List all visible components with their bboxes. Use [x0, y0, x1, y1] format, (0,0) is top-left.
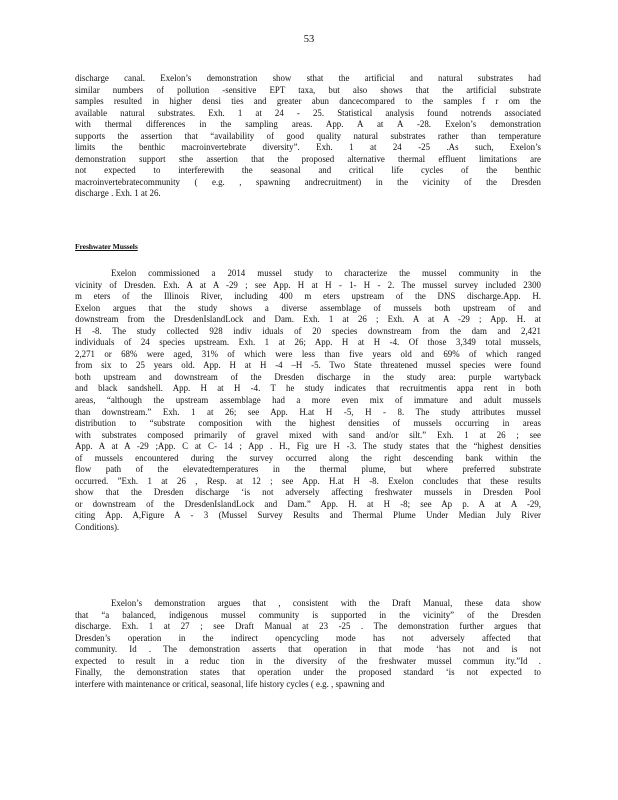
text-line: both upstream and downstream of the Dresden discharge in the study area: purple wartyback [75, 371, 541, 382]
text-line: samples resulted in higher densi ties and greater abun dancecompared to the samples f r om the [75, 96, 541, 107]
text-line: supports the assertion that “availability of good quality natural substrates rather than temperature [75, 130, 541, 141]
text-line: macroinvertebratecommunity ( e.g. , spawning andrecruitment) in the vicinity of the Dresden [75, 176, 541, 187]
paragraph-mussel-study [75, 268, 541, 534]
text-line: Exelon’s demonstration argues that , consistent with the Draft Manual, these data show [111, 598, 541, 608]
text-line: from six to 25 years old. App. H at H -4 –H -5. Two State threatened mussel species were found [75, 360, 541, 371]
text-line: show that the Dresden discharge ‘is not adversely affecting freshwater mussels in Dresden Pool [75, 487, 541, 498]
text-line: expected to result in a reduc tion in the diversity of the freshwater mussel commun ity.”Id . [75, 655, 541, 666]
text-line: limits the benthic macroinvertebrate diversity”. Exh. 1 at 24 -25 .As such, Exelon’s [75, 142, 541, 153]
page-number: 53 [303, 34, 315, 45]
text-line: Exelon commissioned a 2014 mussel study to characterize the mussel community in the [111, 268, 541, 278]
text-line: 2,271 or 68% were aged, 31% of which were less than five years old and 69% of which ranged [75, 348, 541, 359]
text-line: with thermal differences in the sampling areas. App. A at A -28. Exelon’s demonstration [75, 119, 541, 130]
text-line: distribution to “substrate composition with the highest densities of mussels occurring in areas [75, 418, 541, 429]
text-line: discharge . Exh. 1 at 26. [75, 188, 161, 199]
text-line: H -8. The study collected 928 indiv iduals of 20 species downstream from the dam and 2,421 [75, 325, 541, 336]
text-line: with substrates composed primarily of gravel mixed with sand and/or silt.” Exh. 1 at 26 ; see [75, 429, 541, 440]
text-line: Finally, the demonstration states that operation under the proposed standard ‘is not expected to [75, 667, 541, 678]
text-line: available natural substrates. Exh. 1 at 24 - 25. Statistical analysis found notrends associated [75, 107, 541, 118]
paragraph-demonstration-argues [75, 598, 541, 690]
text-line: demonstration support sthe assertion that the proposed alternative thermal effluent limitations are [75, 153, 541, 164]
text-line: citing App. A,Figure A - 3 (Mussel Survey Results and Thermal Plume Under Median July River [75, 510, 541, 521]
text-line: that “a balanced, indigenous mussel community is supported in the vicinity” of the Dresden [75, 609, 541, 620]
text-line: and black sandshell. App. H at H -4. T he study indicates that recruitmentis appa rent in both [75, 383, 541, 394]
text-line: Conditions). [75, 522, 120, 533]
text-line: App. A at A -29 ;App. C at C- 14 ; App . H., Fig ure H -3. The study states that the “highest densities [75, 441, 541, 452]
text-line: not expected to interferewith the seasonal and critical life cycles of the benthic [75, 165, 541, 176]
text-line: m eters of the Illinois River, including 400 m eters upstream of the DNS discharge.App. H. [75, 291, 541, 302]
text-line: areas, “although the upstream assemblage had a more even mix of immature and adult mussels [75, 395, 541, 406]
text-line: occurred. ”Exh. 1 at 26 , Resp. at 12 ; see App. H.at H -8. Exelon concludes that these results [75, 475, 541, 486]
text-line: Exelon argues that the study shows a diverse assemblage of mussels both upstream of and [75, 302, 541, 313]
text-line: similar numbers of pollution -sensitive EPT taxa, but also shows that the artificial substrate [75, 84, 541, 95]
text-line: flow path of the elevatedtemperatures in the thermal plume, but where preferred substrate [75, 464, 541, 475]
text-line: vicinity of Dresden. Exh. A at A -29 ; see App. H at H - 1- H - 2. The mussel survey included 2300 [75, 279, 541, 290]
text-line: individuals of 24 species upstream. Exh. 1 at 26; App. H at H -4. Of those 3,349 total mussels, [75, 337, 541, 348]
text-line: or downstream of the DresdenIslandLock and Dam.” App. H. at H -8; see Ap p. A at A -29, [75, 498, 541, 509]
text-line: discharge. Exh. 1 at 27 ; see Draft Manual at 23 -25 . The demonstration further argues that [75, 621, 541, 632]
section-heading-freshwater-mussels: Freshwater Mussels [75, 242, 138, 251]
text-line: community. Id . The demonstration asserts that operation in that mode ‘has not and is not [75, 644, 541, 655]
text-line: downstream from the DresdenIslandLock and Dam. Exh. 1 at 26 ; Exh. A at A -29 ; App. H. at [75, 314, 541, 325]
text-line: Dresden’s operation in the indirect opencycling mode has not adversely affected that [75, 632, 541, 643]
text-line: of mussels encountered during the survey occurred along the right descending bank within the [75, 452, 541, 463]
text-line: than downstream.” Exh. 1 at 26; see App. H.at H -5, H - 8. The study attributes mussel [75, 406, 541, 417]
paragraph-epT-substrates [75, 73, 541, 200]
text-line: discharge canal. Exelon’s demonstration show sthat the artificial and natural substrates had [75, 73, 541, 83]
text-line: interfere with maintenance or critical, seasonal, life history cycles ( e.g. , spawning and [75, 678, 385, 689]
